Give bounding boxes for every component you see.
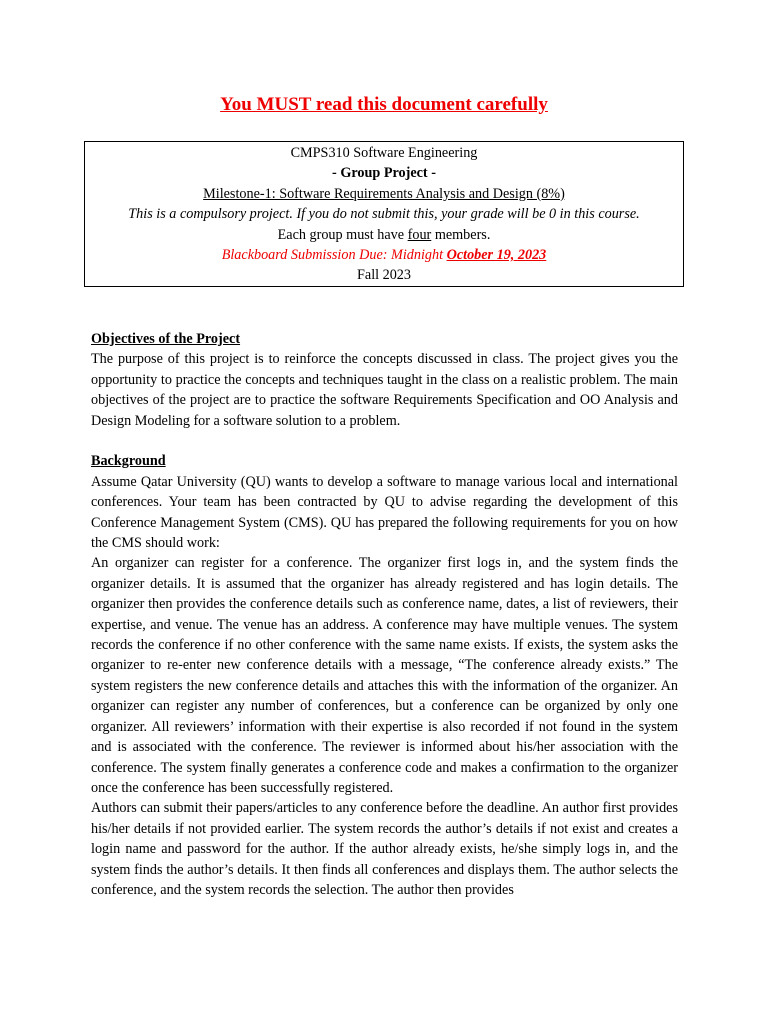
- project-header-box: [84, 141, 684, 287]
- objectives-paragraph: The purpose of this project is to reinforce the concepts discussed in class. The project gives you the opportunity to practice the concepts and techniques taught in the class on a realistic problem. The main objectives of the project are to practice the software Requirements Specification and OO Analysis and Design Modeling for a software solution to a problem.: [91, 351, 678, 429]
- background-intro-paragraph: Assume Qatar University (QU) wants to develop a software to manage various local and international conferences. Your team has been contracted by QU to advise regarding the development of this Conference Management System (CMS). QU has prepared the following requirements for you on how the CMS should work:: [91, 473, 678, 552]
- due-date-line: [85, 245, 683, 265]
- due-date: October 19, 2023: [446, 247, 547, 264]
- objectives-heading: Objectives of the Project: [91, 331, 241, 347]
- members-count: four: [407, 226, 432, 243]
- milestone-title: Milestone-1: Software Requirements Analysis and Design (8%): [203, 185, 565, 202]
- background-heading: Background: [91, 453, 166, 470]
- project-type: - Group Project -: [332, 165, 436, 182]
- members-prefix: Each group must have: [277, 226, 408, 243]
- group-size-note: [85, 225, 683, 245]
- document-body: [91, 329, 678, 900]
- authors-paragraph: Authors can submit their papers/articles to any conference before the deadline. An author first provides his/her details if not provided earlier. The system records the author’s details if not exist and creates a login name and password for the author. If the author already exists, he/she simply logs in, and the system finds the author’s details. It then finds all conferences and displays them. The author selects the conference, and the system records the selection. The author then provides: [91, 800, 678, 898]
- organizer-paragraph: An organizer can register for a conference. The organizer first logs in, and the system finds the organizer details. It is assumed that the organizer has already registered and has login details. The organizer then provides the conference details such as conference name, dates, a list of reviewers, their expertise, and venue. The venue has an address. A conference may have multiple venues. The system records the conference if no other conference with the same name exists. If exists, the system asks the organizer to re-enter new conference details with a message, “The conference already exists.” The system registers the new conference details and attaches this with the information of the organizer. An organizer can register any number of conferences, but a conference can be organized by only one organizer. All reviewers’ information with their expertise is also recorded if not found in the system and is associated with the conference. The reviewer is informed about his/her association with the conference. The system finally generates a conference code and makes a confirmation to the organizer once the conference has been successfully registered.: [91, 555, 678, 796]
- section-spacer: [91, 431, 678, 451]
- members-suffix: members.: [431, 226, 491, 243]
- due-prefix: Blackboard Submission Due: Midnight: [221, 247, 447, 264]
- compulsory-note: This is a compulsory project. If you do not submit this, your grade will be 0 in this course.: [128, 206, 640, 223]
- warning-title: You MUST read this document carefully: [220, 94, 548, 115]
- course-title: CMPS310 Software Engineering: [290, 145, 478, 161]
- semester: Fall 2023: [357, 267, 411, 284]
